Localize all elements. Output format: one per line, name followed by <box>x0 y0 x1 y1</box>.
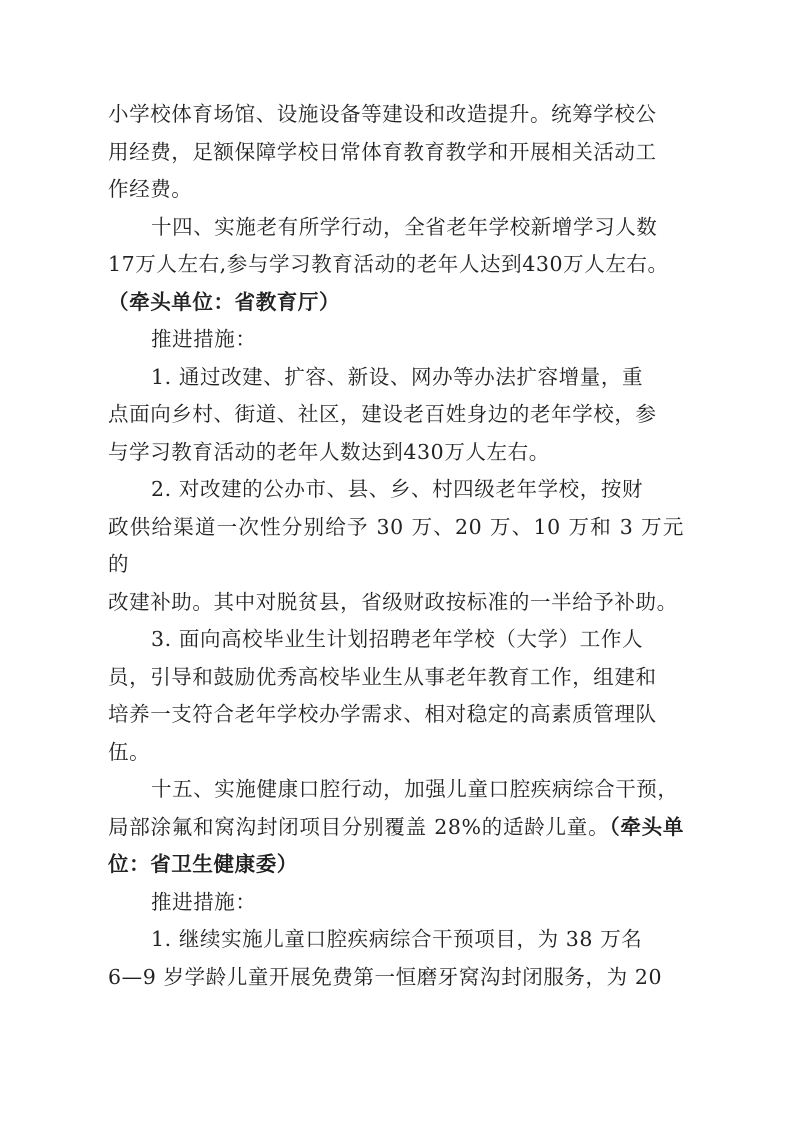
paragraph-item-15-heading <box>108 771 684 884</box>
paragraph-measures-heading <box>108 884 684 922</box>
paragraph-school-sports-funding <box>108 96 684 209</box>
text-line: 17万人左右,参与学习教育活动的老年人达到430万人左右。 <box>108 252 669 276</box>
paragraph-measure-3 <box>108 621 684 771</box>
text-line: 推进措施： <box>151 889 257 914</box>
text-line: 十四、实施老有所学行动，全省老年学校新增学习人数 <box>151 214 658 239</box>
paragraph-measures-heading <box>108 321 684 359</box>
text-line: 2. 对改建的公办市、县、乡、村四级老年学校，按财 <box>151 477 644 501</box>
paragraph-item-14-heading <box>108 209 684 322</box>
paragraph-measure-2 <box>108 471 684 621</box>
text-line: 6—9 岁学龄儿童开展免费第一恒磨牙窝沟封闭服务，为 20 <box>108 964 663 989</box>
text-line: 十五、实施健康口腔行动，加强儿童口腔疾病综合干预， <box>151 777 679 801</box>
text-line: 员，引导和鼓励优秀高校毕业生从事老年教育工作，组建和 <box>108 664 657 689</box>
text-line: 改建补助。其中对脱贫县，省级财政按标准的一半给予补助。 <box>108 589 678 614</box>
text-line: 培养一支符合老年学校办学需求、相对稳定的高素质管理队 <box>108 702 657 726</box>
lead-unit-label: （牵头单位：省教育厅） <box>108 289 341 314</box>
text-line: 推进措施： <box>151 327 257 351</box>
text-line: 作经费。 <box>108 177 193 201</box>
text-line: 3. 面向高校毕业生计划招聘老年学校（大学）工作人 <box>151 627 644 651</box>
lead-unit-label: （牵头单位：省卫生健康委） <box>108 814 684 876</box>
text-line: 政供给渠道一次性分别给予 30 万、20 万、10 万和 3 万元的 <box>108 514 684 576</box>
text-line: 点面向乡村、街道、社区，建设老百姓身边的老年学校，参 <box>108 402 657 426</box>
text-line: 伍。 <box>108 739 151 764</box>
text-line: 1. 通过改建、扩容、新设、网办等办法扩容增量，重 <box>151 364 644 389</box>
text-line: 与学习教育活动的老年人数达到430万人左右。 <box>108 439 550 464</box>
text-line: 1. 继续实施儿童口腔疾病综合干预项目，为 38 万名 <box>151 927 643 951</box>
text-line: 小学校体育场馆、设施设备等建设和改造提升。统筹学校公 <box>108 102 657 126</box>
text-line: 用经费，足额保障学校日常体育教育教学和开展相关活动工 <box>108 139 657 164</box>
paragraph-measure-1 <box>108 359 684 472</box>
text-line: 局部涂氟和窝沟封闭项目分别覆盖 28%的适龄儿童。 <box>108 814 610 839</box>
paragraph-oral-measure-1 <box>108 921 684 996</box>
document-page <box>108 96 684 996</box>
